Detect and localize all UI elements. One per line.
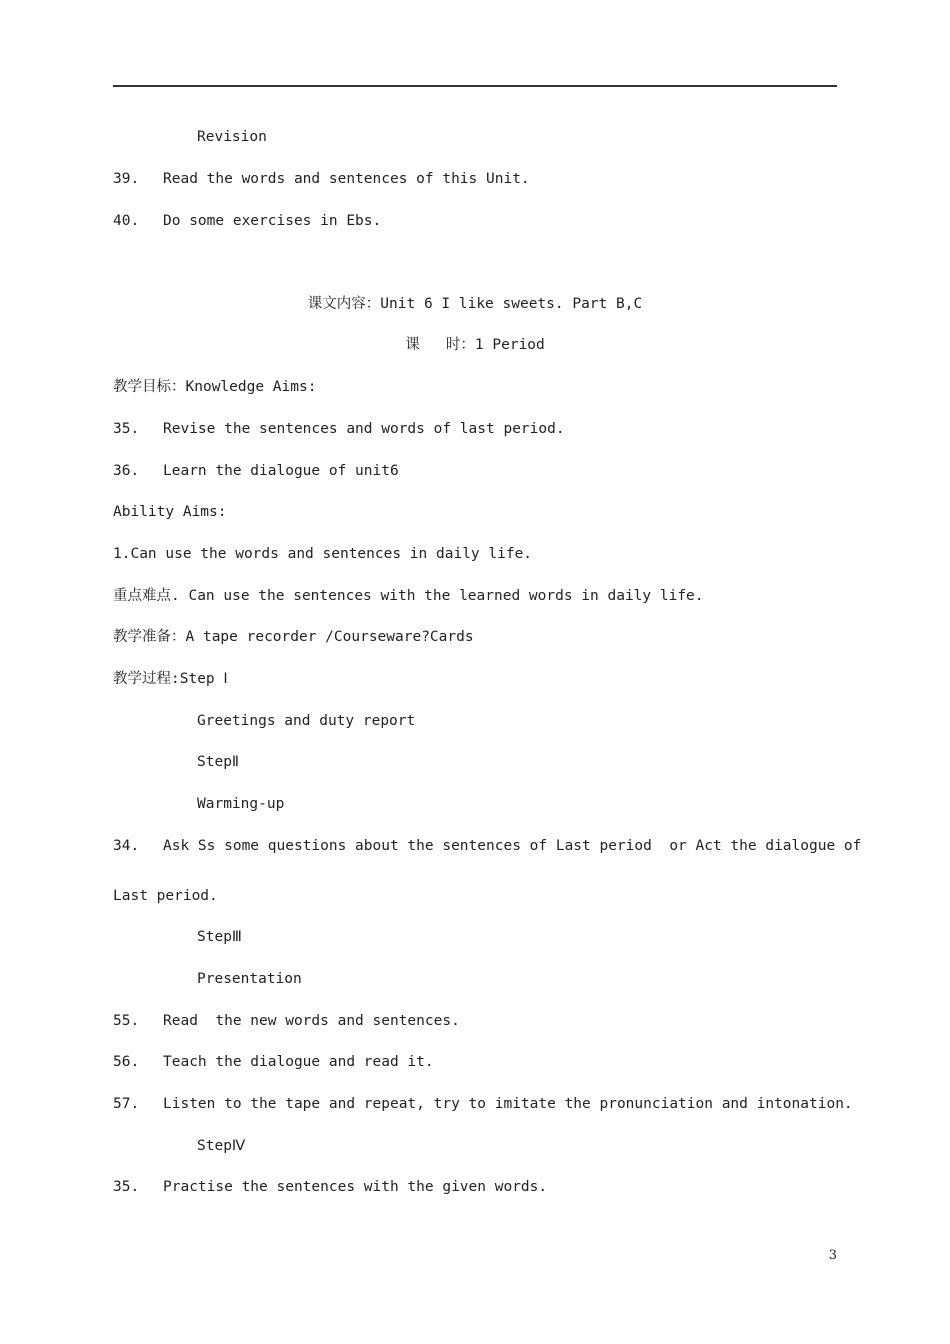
list-item-text: Read the new words and sentences. <box>163 1013 460 1029</box>
list-item-continuation: Last period. <box>113 888 218 904</box>
list-item-number: 55. <box>113 1013 140 1029</box>
header-rule <box>113 85 837 87</box>
list-item-number: 57. <box>113 1096 140 1112</box>
teaching-preparation: 教学准备：A tape recorder /Courseware?Cards <box>113 629 474 645</box>
ability-aims-label: Ability Aims: <box>113 504 227 520</box>
key-points: 重点难点. Can use the sentences with the learned words in daily life. <box>113 588 704 604</box>
step-label: StepⅡ <box>197 754 240 770</box>
teaching-process-label: 教学过程:Step Ⅰ <box>113 671 228 687</box>
lesson-content-title: 课文内容：Unit 6 I like sweets. Part B,C <box>307 296 643 312</box>
list-item-number: 35. <box>113 421 140 437</box>
step-label: StepⅣ <box>197 1138 246 1154</box>
list-item-text: Ask Ss some questions about the sentences of Last period or Act the dialogue of <box>163 838 862 854</box>
list-item-number: 35. <box>113 1179 140 1195</box>
ability-aims-item: 1.Can use the words and sentences in daily life. <box>113 546 533 562</box>
list-item-text: Teach the dialogue and read it. <box>163 1054 434 1070</box>
list-item-number: 39. <box>113 171 140 187</box>
step-text: Presentation <box>197 971 302 987</box>
list-item-number: 56. <box>113 1054 140 1070</box>
list-item-text: Learn the dialogue of unit6 <box>163 463 399 479</box>
teaching-goals-label: 教学目标：Knowledge Aims: <box>113 379 317 395</box>
list-item-text: Read the words and sentences of this Unit. <box>163 171 530 187</box>
lesson-period: 课 时：1 Period <box>405 337 545 353</box>
page-number: 3 <box>828 1248 837 1263</box>
list-item-text: Revise the sentences and words of last period. <box>163 421 565 437</box>
step-text: Greetings and duty report <box>197 713 416 729</box>
list-item-number: 40. <box>113 213 140 229</box>
list-item-number: 36. <box>113 463 140 479</box>
list-item-text: Do some exercises in Ebs. <box>163 213 382 229</box>
revision-heading: Revision <box>197 129 267 145</box>
step-label: StepⅢ <box>197 929 242 945</box>
step-text: Warming-up <box>197 796 285 812</box>
list-item-text: Practise the sentences with the given words. <box>163 1179 548 1195</box>
list-item-text: Listen to the tape and repeat, try to imitate the pronunciation and intonation. <box>163 1096 853 1112</box>
list-item-number: 34. <box>113 838 140 854</box>
